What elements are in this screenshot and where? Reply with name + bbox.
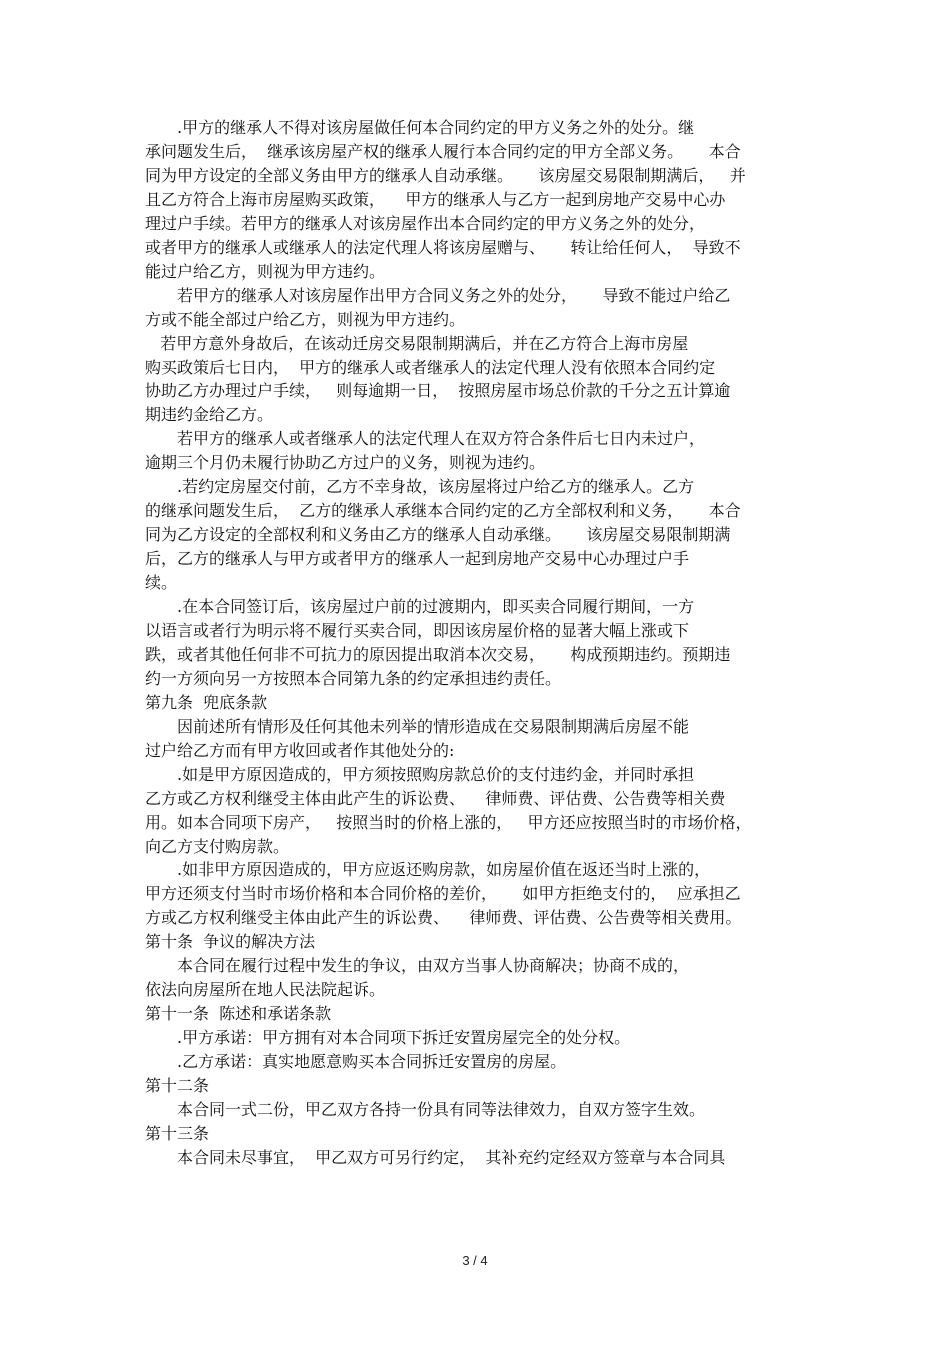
- text-line: .甲方承诺：甲方拥有对本合同项下拆迁安置房屋完全的处分权。: [145, 1028, 631, 1048]
- text-line: 向乙方支付购房款。: [145, 836, 290, 856]
- text-line: 跌，或者其他任何非不可抗力的原因提出取消本次交易， 构成预期违约。预期违: [145, 644, 731, 664]
- text-line: .若约定房屋交付前，乙方不幸身故，该房屋将过户给乙方的继承人。乙方: [145, 477, 695, 497]
- text-line: 甲方还须支付当时市场价格和本合同价格的差价， 如甲方拒绝支付的， 应承担乙: [145, 884, 741, 904]
- text-line: 乙方或乙方权利继受主体由此产生的诉讼费、 律师费、评估费、公告费等相关费: [145, 788, 726, 808]
- text-line: 或者甲方的继承人或继承人的法定代理人将该房屋赠与、 转让给任何人， 导致不: [145, 237, 741, 257]
- text-line: 本合同未尽事宜， 甲乙双方可另行约定， 其补充约定经双方签章与本合同具: [145, 1147, 726, 1167]
- text-line: 若甲方的继承人对该房屋作出甲方合同义务之外的处分， 导致不能过户给乙: [145, 285, 731, 305]
- text-line: 续。: [145, 573, 178, 593]
- text-line: .如非甲方原因造成的，甲方应返还购房款，如房屋价值在返还当时上涨的，: [145, 860, 711, 880]
- text-line: 承问题发生后， 继承该房屋产权的继承人履行本合同约定的甲方全部义务。 本合: [145, 141, 741, 161]
- text-line: .乙方承诺：真实地愿意购买本合同拆迁安置房的房屋。: [145, 1052, 567, 1072]
- text-line: 若甲方的继承人或者继承人的法定代理人在双方符合条件后七日内未过户，: [145, 429, 706, 449]
- text-line: 能过户给乙方，则视为甲方违约。: [145, 261, 386, 281]
- text-line: 后，乙方的继承人与甲方或者甲方的继承人一起到房地产交易中心办理过户手: [145, 549, 690, 569]
- text-line: 方或不能全部过户给乙方，则视为甲方违约。: [145, 309, 466, 329]
- text-line: 本合同一式二份，甲乙双方各持一份具有同等法律效力，自双方签字生效。: [145, 1099, 706, 1119]
- text-line: 理过户手续。若甲方的继承人对该房屋作出本合同约定的甲方义务之外的处分，: [145, 213, 706, 233]
- text-line: .如是甲方原因造成的，甲方须按照购房款总价的支付违约金，并同时承担: [145, 764, 695, 784]
- page-number: 3 / 4: [462, 1253, 488, 1268]
- text-line: 第十条 争议的解决方法: [145, 932, 316, 952]
- text-line: 逾期三个月仍未履行协助乙方过户的义务，则视为违约。: [145, 453, 546, 473]
- text-line: 且乙方符合上海市房屋购买政策， 甲方的继承人与乙方一起到房地产交易中心办: [145, 189, 726, 209]
- text-line: 依法向房屋所在地人民法院起诉。: [145, 980, 386, 1000]
- text-line: 第十二条: [145, 1076, 210, 1095]
- text-line: 约一方须向另一方按照本合同第九条的约定承担违约责任。: [145, 668, 562, 688]
- text-line: 购买政策后七日内， 甲方的继承人或者继承人的法定代理人没有依照本合同约定: [145, 357, 716, 377]
- text-line: 因前述所有情形及任何其他未列举的情形造成在交易限制期满后房屋不能: [145, 716, 690, 736]
- text-line: 第十三条: [145, 1123, 210, 1143]
- text-line: 的继承问题发生后， 乙方的继承人承继本合同约定的乙方全部权利和义务， 本合: [145, 501, 741, 521]
- text-line: 过户给乙方而有甲方收回或者作其他处分的:: [145, 740, 455, 760]
- text-line: 同为甲方设定的全部义务由甲方的继承人自动承继。 该房屋交易限制期满后， 并: [145, 165, 746, 185]
- text-line: 本合同在履行过程中发生的争议，由双方当事人协商解决；协商不成的，: [145, 956, 690, 976]
- text-line: .甲方的继承人不得对该房屋做任何本合同约定的甲方义务之外的处分。继: [145, 118, 695, 137]
- text-line: 用。如本合同项下房产， 按照当时的价格上涨的， 甲方还应按照当时的市场价格，: [145, 812, 752, 832]
- text-line: .在本合同签订后，该房屋过户前的过渡期内，即买卖合同履行期间，一方: [145, 597, 695, 616]
- text-line: 同为乙方设定的全部权利和义务由乙方的继承人自动承继。 该房屋交易限制期满: [145, 525, 731, 545]
- text-line: 协助乙方办理过户手续， 则每逾期一日， 按照房屋市场总价款的千分之五计算逾: [145, 381, 731, 401]
- text-line: 若甲方意外身故后，在该动迁房交易限制期满后，并在乙方符合上海市房屋: [145, 333, 689, 353]
- text-line: 第九条 兜底条款: [145, 692, 268, 712]
- text-line: 期违约金给乙方。: [145, 405, 274, 425]
- text-line: 以语言或者行为明示将不履行买卖合同，即因该房屋价格的显著大幅上涨或下: [145, 620, 690, 640]
- text-line: 方或乙方权利继受主体由此产生的诉讼费、 律师费、评估费、公告费等相关费用。: [145, 908, 742, 928]
- text-line: 第十一条 陈述和承诺条款: [145, 1004, 332, 1024]
